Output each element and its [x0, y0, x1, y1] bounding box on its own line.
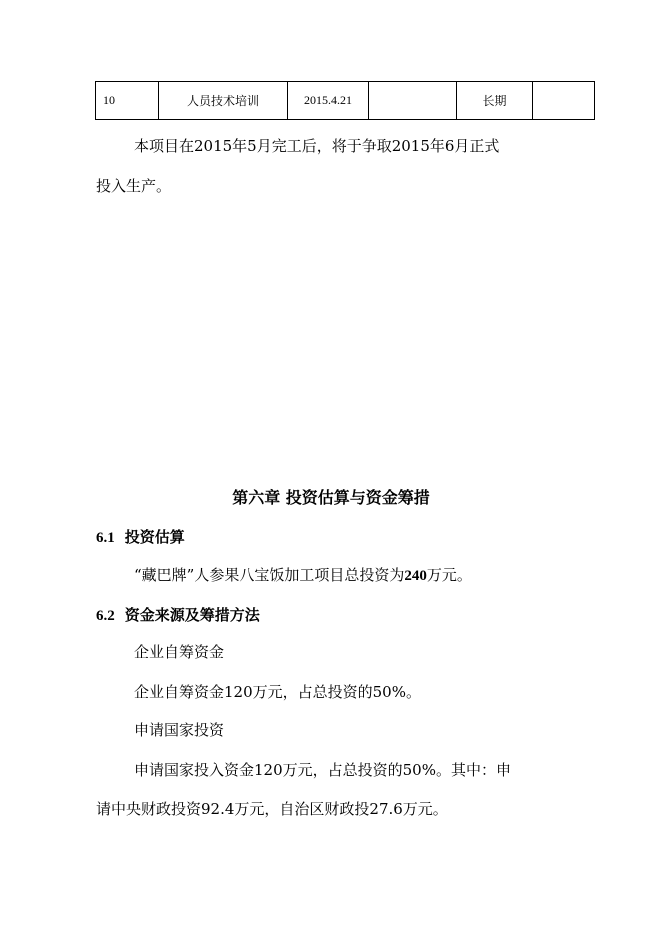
completion-note-line1: 本项目在2015年5月完工后，将于争取2015年6月正式: [134, 137, 500, 155]
section-6-1-text: [134, 565, 604, 586]
self-funding-heading: 企业自筹资金: [134, 643, 225, 661]
state-investment-heading: 申请国家投资: [134, 721, 225, 739]
row-date-cell: 2015.4.21: [288, 82, 369, 120]
section-number: 6.2: [96, 608, 115, 624]
section-6-1-heading: [96, 526, 185, 547]
self-funding-text: 企业自筹资金120万元，占总投资的50%。: [134, 683, 421, 701]
row-duration-cell: 长期: [457, 82, 533, 120]
section-title: 投资估算: [124, 528, 185, 546]
state-investment-text-line1: 申请国家投入资金120万元，占总投资的50%。其中：申: [134, 761, 511, 779]
completion-note-line2: 投入生产。: [96, 177, 172, 195]
row-number-cell: 10: [96, 82, 159, 120]
section-6-2-heading: [96, 604, 260, 625]
section-number: 6.1: [96, 530, 115, 546]
investment-text-prefix: “藏巴牌”人参果八宝饭加工项目总投资为: [134, 566, 405, 584]
row-task-cell: 人员技术培训: [159, 82, 288, 120]
table-row: [96, 82, 595, 120]
schedule-table: [95, 81, 595, 120]
state-investment-text-line2: 请中央财政投资92.4万元，自治区财政投27.6万元。: [96, 800, 448, 818]
row-blank-cell: [369, 82, 457, 120]
chapter-title: 第六章 投资估算与资金筹措: [232, 488, 430, 507]
section-title: 资金来源及筹措方法: [124, 606, 260, 624]
investment-amount: 240: [404, 568, 427, 584]
row-end-cell: [533, 82, 595, 120]
investment-text-suffix: 万元。: [426, 566, 472, 584]
